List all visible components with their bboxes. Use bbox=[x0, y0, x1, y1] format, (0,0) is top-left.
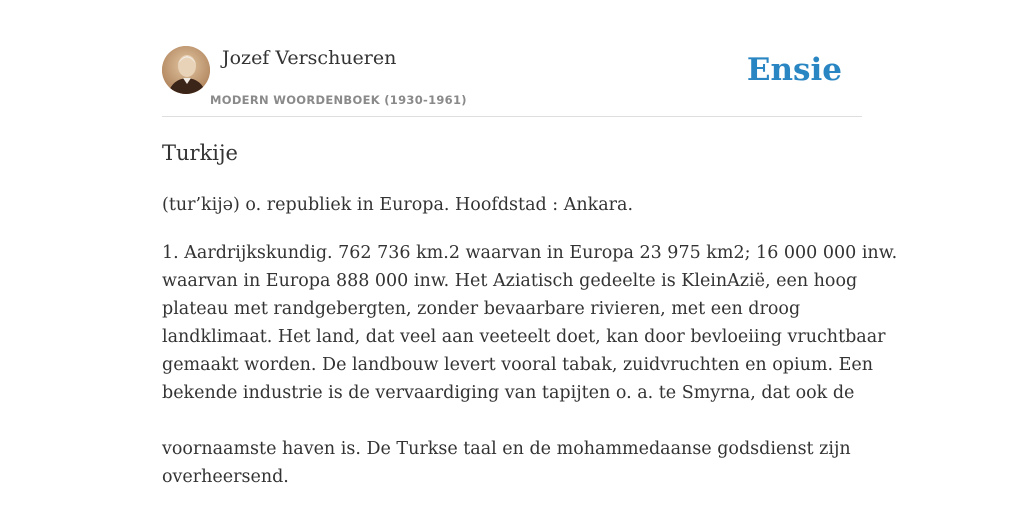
body-line: waarvan in Europa 888 000 inw. Het Aziatisch gedeelte is KleinAzië, een hoog bbox=[162, 271, 858, 291]
avatar-portrait-image bbox=[162, 46, 210, 94]
article-intro: (tur’kijə) o. republiek in Europa. Hoofdstad : Ankara. bbox=[162, 195, 634, 215]
body-line: overheersend. bbox=[162, 467, 289, 487]
ensie-logo[interactable]: Ensie bbox=[746, 52, 842, 88]
body-line: voornaamste haven is. De Turkse taal en de mohammedaanse godsdienst zijn bbox=[162, 439, 851, 459]
source-label[interactable]: MODERN WOORDENBOEK (1930-1961) bbox=[210, 93, 467, 107]
body-line: bekende industrie is de vervaardiging van tapijten o. a. te Smyrna, dat ook de bbox=[162, 383, 855, 403]
article-title: Turkije bbox=[162, 141, 238, 165]
article-body bbox=[162, 239, 898, 491]
author-avatar[interactable] bbox=[162, 46, 210, 94]
author-name[interactable]: Jozef Verschueren bbox=[222, 47, 397, 69]
body-line: 1. Aardrijkskundig. 762 736 km.2 waarvan in Europa 23 975 km2; 16 000 000 inw. bbox=[162, 243, 898, 263]
body-line: landklimaat. Het land, dat veel aan veeteelt doet, kan door bevloeiing vruchtbaar bbox=[162, 327, 886, 347]
body-line: plateau met randgebergten, zonder bevaarbare rivieren, met een droog bbox=[162, 299, 801, 319]
paragraph-gap bbox=[162, 407, 882, 435]
header bbox=[162, 46, 862, 117]
body-line: gemaakt worden. De landbouw levert vooral tabak, zuidvruchten en opium. Een bbox=[162, 355, 873, 375]
